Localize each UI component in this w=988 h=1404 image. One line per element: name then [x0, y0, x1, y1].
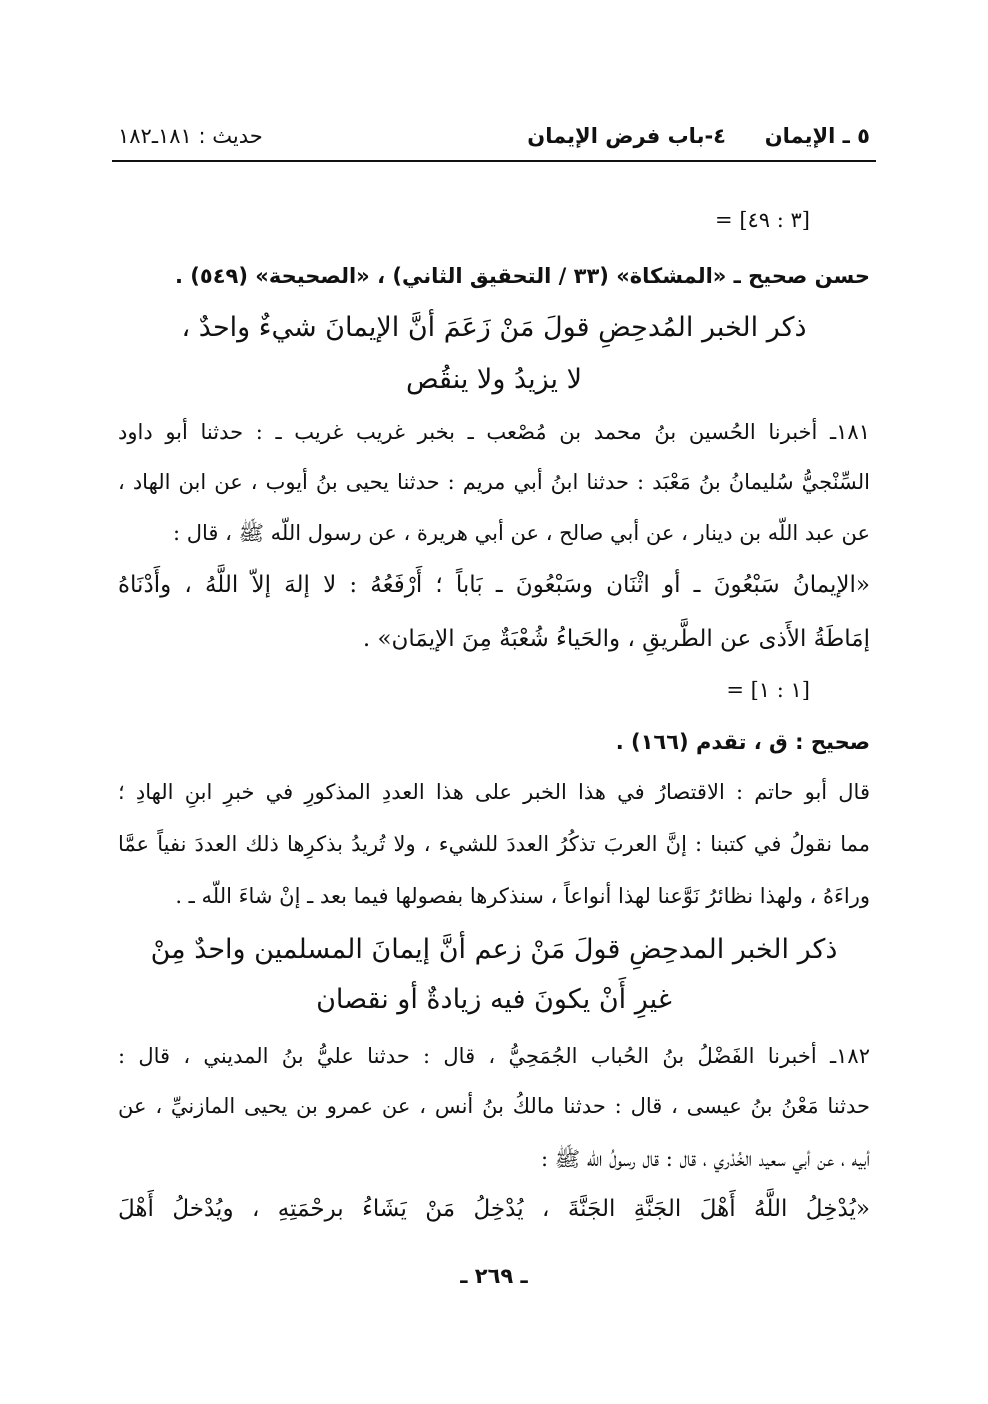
page-number: ـ ٢٦٩ ـ	[460, 1264, 528, 1288]
header-rule	[112, 160, 876, 162]
hadith-181-line-3: عن عبد اللّه بن دينار ، عن أبي صالح ، عن أبي هريرة ، عن رسول اللّه ﷺ ، قال :	[173, 521, 870, 545]
reference-top: = [٣ : ٤٩]	[715, 208, 810, 232]
hadith-181-line-2: السِّنْجيُّ سُليمانُ بنُ مَعْبَد : حدثنا ابنُ أبي مريم : حدثنا يحيى بنُ أيوب ، عن ابن الهاد ،	[118, 470, 870, 494]
hadith-182-line-2: حدثنا مَعْنُ بنُ عيسى ، قال : حدثنا مالكُ بنُ أنس ، عن عمرو بن يحيى المازنيِّ ، عن	[118, 1094, 870, 1118]
commentary-line-1: قال أبو حاتم : الاقتصارُ في هذا الخبر على هذا العددِ المذكورِ في خبرِ ابنِ الهادِ ؛	[118, 780, 870, 804]
commentary-line-2: مما نقولُ في كتبنا : إنَّ العربَ تذكُرُ العددَ للشيء ، ولا تُريدُ بذكرِها ذلك العددَ نفياً عمَّا	[118, 832, 870, 856]
hadith-182-line-3: أبيه ، عن أبي سعيد الخُدْري ، قال : قال رسولُ اللّه ﷺ :	[540, 1147, 870, 1171]
header-hadith-range: حديث : ١٨١ـ١٨٢	[118, 124, 263, 148]
hadith-181-reference: = [١ : ١]	[726, 678, 810, 702]
chapter-heading-2-line-2: غيرِ أَنْ يكونَ فيه زيادةٌ أو نقصان	[316, 984, 672, 1015]
hadith-181-matn-line-2: إمَاطَةُ الأَذى عن الطَّريقِ ، والحَياءُ شُعْبَةٌ مِنَ الإيمَان» .	[362, 626, 870, 652]
hadith-182-line-1: ١٨٢ـ أخبرنا الفَضْلُ بنُ الحُباب الجُمَحِيُّ ، قال : حدثنا عليُّ بنُ المديني ، قال :	[118, 1044, 870, 1068]
hadith-181-matn-line-1: «الإيمانُ سَبْعُونَ ـ أو اثْنَان وسَبْعُونَ ـ بَاباً ؛ أَرْفَعُهُ : لا إلهَ إلاّ اللَّهُ ، وأَدْنَاهُ	[118, 572, 870, 598]
grading-previous: حسن صحيح ـ «المشكاة» (٣٣ / التحقيق الثاني) ، «الصحيحة» (٥٤٩) .	[175, 264, 870, 288]
hadith-181-line-1: ١٨١ـ أخبرنا الحُسين بنُ محمد بن مُصْعب ـ بخبر غريب غريب ـ : حدثنا أبو داود	[118, 420, 870, 444]
header-section: ٤-باب فرض الإيمان	[527, 124, 726, 148]
commentary-line-3: وراءَهُ ، ولهذا نظائرُ نَوَّعنا لهذا أنواعاً ، سنذكرها بفصولها فيما بعد ـ إنْ شاءَ اللّه ـ .	[175, 884, 870, 908]
chapter-heading-2-line-1: ذكر الخبر المدحِضِ قولَ مَنْ زعم أنَّ إيمانَ المسلمين واحدٌ مِنْ	[150, 934, 838, 965]
chapter-heading-1-line-2: لا يزيدُ ولا ينقُص	[405, 364, 583, 395]
hadith-181-grading: صحيح : ق ، تقدم (١٦٦) .	[615, 730, 870, 754]
chapter-heading-1-line-1: ذكر الخبر المُدحِضِ قولَ مَنْ زَعَمَ أنَّ الإيمانَ شيءٌ واحدٌ ،	[181, 312, 807, 343]
header-chapter: ٥ ـ الإيمان	[764, 124, 870, 148]
hadith-182-matn-line-1: «يُدْخِلُ اللَّهُ أَهْلَ الجَنَّةِ الجَنَّةَ ، يُدْخِلُ مَنْ يَشَاءُ برحْمَتِهِ ، ويُدْخلُ أَهْلَ	[118, 1196, 870, 1222]
